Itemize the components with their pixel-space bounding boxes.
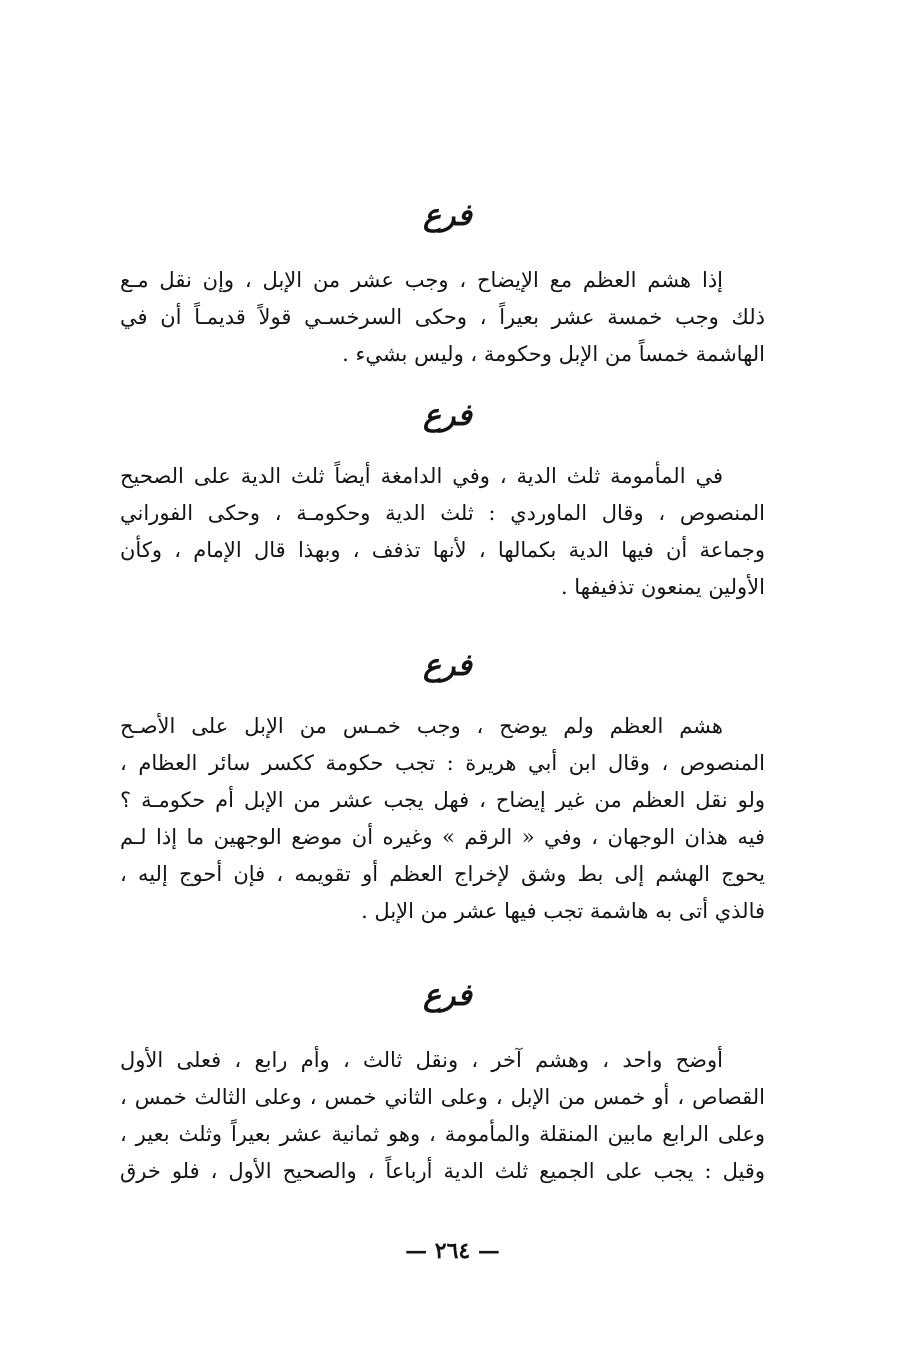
- page-number: — ٢٦٤ —: [405, 1238, 500, 1264]
- text-line: هشم العظم ولم يوضح ، وجب خمـس من الإبل على الأصـح: [120, 714, 723, 738]
- section-heading: فرع: [423, 978, 472, 1013]
- section-heading: فرع: [423, 198, 472, 233]
- section-heading: فرع: [423, 398, 472, 433]
- text-line: وقيل : يجب على الجميع ثلث الدية أرباعاً ، والصحيح الأول ، فلو خرق: [120, 1159, 765, 1183]
- section-paragraph: [120, 458, 765, 606]
- text-line: الأولين يمنعون تذفيفها .: [560, 575, 765, 599]
- text-line: ذلك وجب خمسة عشر بعيراً ، وحكى السرخسـي قولاً قديمـاً أن في: [120, 305, 765, 329]
- section-paragraph: [120, 262, 765, 373]
- text-line: الهاشمة خمساً من الإبل وحكومة ، وليس بشيء .: [342, 342, 765, 366]
- text-line: إذا هشم العظم مع الإيضاح ، وجب عشر من الإبل ، وإن نقل مـع: [120, 268, 723, 292]
- text-line: فالذي أتى به هاشمة تجب فيها عشر من الإبل .: [361, 899, 765, 923]
- text-line: يحوج الهشم إلى بط وشق لإخراج العظم أو تقويمه ، فإن أحوج إليه ،: [120, 862, 765, 886]
- text-line: ولو نقل العظم من غير إيضاح ، فهل يجب عشر من الإبل أم حكومـة ؟: [120, 788, 765, 812]
- text-line: وجماعة أن فيها الدية بكمالها ، لأنها تذفف ، وبهذا قال الإمام ، وكأن: [120, 538, 765, 562]
- text-line: فيه هذان الوجهان ، وفي « الرقم » وغيره أن موضع الوجهين ما إذا لـم: [120, 825, 765, 849]
- section-heading: فرع: [423, 648, 472, 683]
- text-line: المنصوص ، وقال الماوردي : ثلث الدية وحكومـة ، وحكى الفوراني: [120, 501, 765, 525]
- text-line: وعلى الرابع مابين المنقلة والمأمومة ، وهو ثمانية عشر بعيراً وثلث بعير ،: [120, 1122, 765, 1146]
- text-line: في المأمومة ثلث الدية ، وفي الدامغة أيضاً ثلث الدية على الصحيح: [120, 464, 723, 488]
- text-line: أوضح واحد ، وهشم آخر ، ونقل ثالث ، وأم رابع ، فعلى الأول: [120, 1048, 723, 1072]
- section-paragraph: [120, 708, 765, 930]
- section-paragraph: [120, 1042, 765, 1190]
- text-line: المنصوص ، وقال ابن أبي هريرة : تجب حكومة ككسر سائر العظام ،: [120, 751, 765, 775]
- text-line: القصاص ، أو خمس من الإبل ، وعلى الثاني خمس ، وعلى الثالث خمس ،: [120, 1085, 765, 1109]
